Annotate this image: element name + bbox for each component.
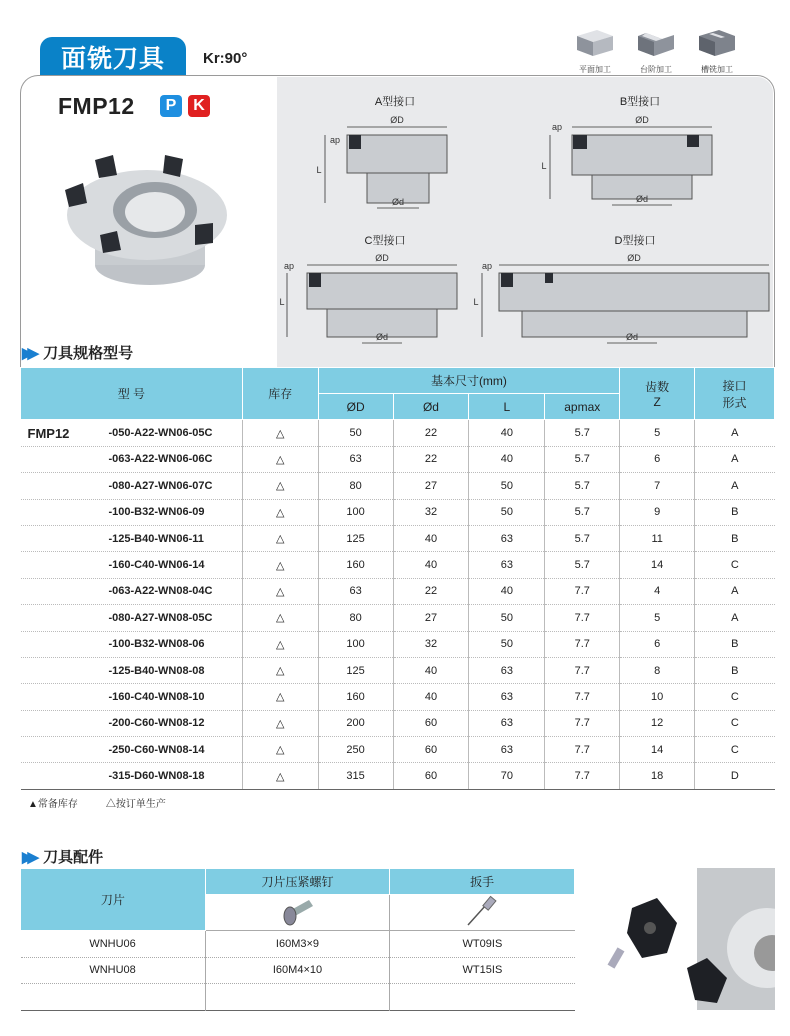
cell: C [695, 737, 775, 763]
spec-section-header: ▶▶ 刀具规格型号 [22, 344, 134, 362]
double-chevron-icon: ▶▶ [22, 344, 34, 362]
cell: 9 [620, 499, 695, 525]
dim-d-d: Ød [625, 332, 639, 342]
cell: C [695, 710, 775, 736]
cell: 50 [469, 605, 545, 631]
cell: B [695, 657, 775, 683]
dim-ap-a: ap [329, 135, 341, 145]
cell: 7.7 [545, 684, 620, 710]
cell: 60 [393, 710, 469, 736]
cell: △ [242, 473, 318, 499]
cell [205, 984, 390, 1011]
cell: 70 [469, 763, 545, 789]
cell: 7.7 [545, 605, 620, 631]
cell: 6 [620, 446, 695, 472]
table-row [21, 657, 775, 683]
cell: 5.7 [545, 552, 620, 578]
cell: 32 [393, 499, 469, 525]
col-model: 型 号 [21, 368, 243, 420]
cell [21, 984, 206, 1011]
cell: D [695, 763, 775, 789]
dim-L-a: L [316, 165, 322, 175]
cell: 63 [469, 737, 545, 763]
table-row [21, 710, 775, 736]
cell: 5 [620, 605, 695, 631]
cell: 5.7 [545, 420, 620, 446]
cell: C [695, 552, 775, 578]
badge-p: P [160, 95, 182, 117]
table-row [21, 552, 775, 578]
cell: I60M4×10 [205, 957, 390, 984]
model-cell: -063-A22-WN08-04C [21, 578, 243, 604]
cell: 50 [469, 631, 545, 657]
table-row [21, 631, 775, 657]
dim-L-c: L [279, 297, 285, 307]
cell: 7.7 [545, 710, 620, 736]
cell: 50 [469, 473, 545, 499]
cell: 22 [393, 578, 469, 604]
cell: 22 [393, 420, 469, 446]
cell: 5.7 [545, 446, 620, 472]
cell: 63 [318, 578, 393, 604]
cell: 100 [318, 631, 393, 657]
cell: B [695, 525, 775, 551]
cell: 125 [318, 657, 393, 683]
cell: 63 [469, 710, 545, 736]
cell: 60 [393, 763, 469, 789]
cell: 200 [318, 710, 393, 736]
col-wrench: 扳手 [390, 869, 575, 895]
cell: 5 [620, 420, 695, 446]
accessories-table [20, 868, 575, 1011]
cell: 7.7 [545, 578, 620, 604]
cell: 125 [318, 525, 393, 551]
col-ap: apmax [545, 394, 620, 420]
cell: 80 [318, 605, 393, 631]
cell: 80 [318, 473, 393, 499]
cell: A [695, 446, 775, 472]
dim-D-b: ØD [635, 115, 649, 125]
col-d: Ød [393, 394, 469, 420]
cell: 63 [469, 657, 545, 683]
operation-face: 平面加工 [571, 28, 619, 75]
cell: 250 [318, 737, 393, 763]
cutter-image [55, 145, 235, 295]
cell: WNHU06 [21, 931, 206, 958]
cell: 50 [469, 499, 545, 525]
dim-D-c: ØD [375, 253, 389, 263]
cell: 27 [393, 605, 469, 631]
cell: △ [242, 446, 318, 472]
model-cell: -080-A27-WN08-05C [21, 605, 243, 631]
cell: △ [242, 578, 318, 604]
cell: △ [242, 525, 318, 551]
model-cell: -063-A22-WN06-06C [21, 446, 243, 472]
cell: C [695, 684, 775, 710]
wrench-image [390, 895, 575, 931]
cell: 7.7 [545, 737, 620, 763]
cell: 32 [393, 631, 469, 657]
table-row [21, 578, 775, 604]
spec-table [20, 367, 775, 790]
cell: WT15IS [390, 957, 575, 984]
screw-image [205, 895, 390, 931]
col-insert: 刀片 [21, 869, 206, 931]
cell: 160 [318, 684, 393, 710]
col-L: L [469, 394, 545, 420]
cell: 12 [620, 710, 695, 736]
cell: 63 [469, 552, 545, 578]
diagram-d-title: D型接口 [614, 235, 656, 247]
table-row [21, 420, 775, 446]
col-stock: 库存 [242, 368, 318, 420]
family-label: FMP12 [27, 426, 70, 442]
cell: 5.7 [545, 473, 620, 499]
table-row [21, 737, 775, 763]
cell: 40 [469, 446, 545, 472]
table-row [21, 605, 775, 631]
cell: △ [242, 605, 318, 631]
dim-D-d: ØD [627, 253, 641, 263]
model-cell: -100-B32-WN08-06 [21, 631, 243, 657]
cell: A [695, 420, 775, 446]
cell: △ [242, 710, 318, 736]
cell: 40 [393, 657, 469, 683]
operation-slot: 槽铣加工 [693, 28, 741, 75]
cell: 22 [393, 446, 469, 472]
model-cell: -125-B40-WN08-08 [21, 657, 243, 683]
slot-milling-icon [697, 28, 737, 58]
cell: 63 [469, 684, 545, 710]
col-teeth: 齿数 Z [620, 368, 695, 420]
kr-angle: Kr:90° [203, 50, 248, 67]
product-name: FMP12 [58, 93, 135, 119]
cell: △ [242, 684, 318, 710]
page-title: 面铣刀具 [40, 37, 186, 76]
model-cell: -100-B32-WN06-09 [21, 499, 243, 525]
dim-D-a: ØD [390, 115, 404, 125]
cell: WT09IS [390, 931, 575, 958]
wrench-icon [462, 895, 502, 927]
cell: 14 [620, 552, 695, 578]
model-cell: FMP12 -050-A22-WN06-05C [21, 420, 243, 446]
cell: 6 [620, 631, 695, 657]
dim-d-a: Ød [391, 197, 405, 207]
model-cell: -160-C40-WN06-14 [21, 552, 243, 578]
badge-k: K [188, 95, 210, 117]
interface-diagrams [277, 105, 773, 360]
operation-shoulder: 台阶加工 [632, 28, 680, 75]
dim-d-b: Ød [635, 194, 649, 204]
col-D: ØD [318, 394, 393, 420]
col-interface: 接口 形式 [695, 368, 775, 420]
shoulder-milling-icon [636, 28, 676, 58]
cell: 7 [620, 473, 695, 499]
cell: △ [242, 420, 318, 446]
cell [390, 984, 575, 1011]
diagram-a-title: A型接口 [374, 96, 416, 108]
dim-d-c: Ød [375, 332, 389, 342]
cell: 63 [469, 525, 545, 551]
dim-ap-c: ap [283, 261, 295, 271]
cell: △ [242, 763, 318, 789]
diagram-c-title: C型接口 [364, 235, 406, 247]
cell: 40 [393, 684, 469, 710]
cell: WNHU08 [21, 957, 206, 984]
cell: 40 [393, 525, 469, 551]
cell: 11 [620, 525, 695, 551]
screw-icon [277, 896, 317, 926]
cell: 4 [620, 578, 695, 604]
table-row [21, 957, 575, 984]
model-cell: -160-C40-WN08-10 [21, 684, 243, 710]
cell: △ [242, 657, 318, 683]
cell: 63 [318, 446, 393, 472]
cell: 60 [393, 737, 469, 763]
dim-L-d: L [473, 297, 479, 307]
model-cell: -250-C60-WN08-14 [21, 737, 243, 763]
cell: △ [242, 499, 318, 525]
cell: 315 [318, 763, 393, 789]
table-row [21, 499, 775, 525]
model-cell: -200-C60-WN08-12 [21, 710, 243, 736]
cell: A [695, 473, 775, 499]
cell: 50 [318, 420, 393, 446]
cell: B [695, 499, 775, 525]
col-screw: 刀片压紧螺钉 [205, 869, 390, 895]
cell: 27 [393, 473, 469, 499]
cell: 7.7 [545, 631, 620, 657]
dim-L-b: L [541, 161, 547, 171]
model-cell: -315-D60-WN08-18 [21, 763, 243, 789]
cell: A [695, 578, 775, 604]
cell: 18 [620, 763, 695, 789]
table-row [21, 473, 775, 499]
cell: A [695, 605, 775, 631]
col-basic: 基本尺寸(mm) [318, 368, 620, 394]
cell: 7.7 [545, 763, 620, 789]
cell: 40 [469, 578, 545, 604]
cell: 160 [318, 552, 393, 578]
table-row [21, 931, 575, 958]
model-cell: -125-B40-WN06-11 [21, 525, 243, 551]
table-row [21, 525, 775, 551]
dim-ap-b: ap [551, 122, 563, 132]
cell: 8 [620, 657, 695, 683]
table-row [21, 763, 775, 789]
table-row [21, 684, 775, 710]
cell: △ [242, 631, 318, 657]
cell: 100 [318, 499, 393, 525]
model-cell: -080-A27-WN06-07C [21, 473, 243, 499]
table-row [21, 446, 775, 472]
cell: 7.7 [545, 657, 620, 683]
cell: 10 [620, 684, 695, 710]
cell: I60M3×9 [205, 931, 390, 958]
legend: ▲常备库存 △按订单生产 [28, 799, 166, 810]
face-milling-icon [575, 28, 615, 58]
cell: 5.7 [545, 499, 620, 525]
cell: 5.7 [545, 525, 620, 551]
insert-assembly-image [577, 868, 775, 1010]
cell: 40 [469, 420, 545, 446]
cell: B [695, 631, 775, 657]
double-chevron-icon: ▶▶ [22, 848, 34, 866]
dim-ap-d: ap [481, 261, 493, 271]
diagram-b-title: B型接口 [619, 96, 661, 108]
cell: △ [242, 552, 318, 578]
acc-section-header: ▶▶ 刀具配件 [22, 848, 104, 866]
cell: 14 [620, 737, 695, 763]
cell: △ [242, 737, 318, 763]
table-row [21, 984, 575, 1011]
cell: 40 [393, 552, 469, 578]
